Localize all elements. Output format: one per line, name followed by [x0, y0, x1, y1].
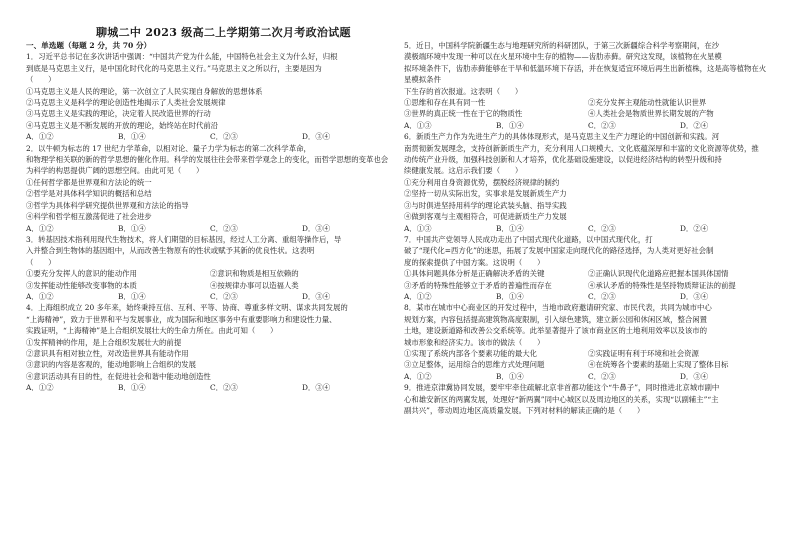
option-b: B．①④	[118, 132, 146, 142]
statement: ③与时俱进坚持用科学的理论武装头脑、指导实践	[404, 200, 567, 210]
question-line: 为科学的构思提供广阔的思想空间。由此可见（ ）	[26, 166, 204, 176]
question-line: 5．近日，中国科学院新疆生态与地理研究所的科研团队，于第三次新疆综合科学考察期间，在沙	[404, 41, 720, 50]
question-line: 规划方案，内容包括提高建筑物高度限制，引入绿色建筑，建立新公园和休闲区域，整合闲置	[404, 314, 708, 324]
question-line: “上海精神”，致力于世界和平与发展事业，成为国际和地区事务中有重要影响力和建设性力量、	[26, 314, 337, 324]
question-line: 动传统产业升级，加强科技创新和人才培养，优化基础设施建设，以促进经济结构的转型升级和持	[404, 155, 722, 165]
question-line: （ ）	[26, 75, 56, 85]
statement: ④承认矛盾的特殊性是坚持物质辩证法的前提	[588, 280, 736, 290]
option-a: A．①③	[404, 223, 432, 233]
question-line: （ ）	[26, 257, 56, 267]
question-line: 南贯彻新发展理念，支持创新新质生产力，充分利用人口规模大、文化底蕴深厚和丰富的文化资源等优势，推	[404, 143, 759, 153]
question-line: 1．习近平总书记在多次讲话中强调：“中国共产党为什么能，中国特色社会主义为什么好，归根	[26, 52, 338, 62]
option-c: C．②③	[210, 132, 238, 142]
answer-options	[26, 382, 394, 393]
statement: ④在统筹各个要素的基础上实现了整体目标	[588, 360, 729, 370]
answer-options	[404, 223, 772, 234]
option-c: C．②③	[588, 371, 616, 381]
statement: ②意识和物质是相互依赖的	[210, 269, 299, 279]
option-d: D．②④	[680, 120, 709, 130]
statement-row	[404, 108, 772, 119]
option-a: A．①②	[26, 223, 54, 233]
statement: ②充分发挥主观能动性就能认识世界	[588, 98, 707, 108]
question-line: 3．转基因技术指利用现代生物技术，将人们期望的目标基因，经过人工分离、重组等操作后，导	[26, 234, 342, 244]
statement-row	[404, 280, 772, 291]
statement: ①具体问题具体分析是正确解决矛盾的关键	[404, 269, 545, 279]
statement: ①充分利用自身资源优势，摆脱经济规律的制约	[404, 177, 560, 187]
answer-options	[26, 291, 394, 302]
left-column	[26, 40, 394, 394]
question-line: 4．上海组织成立 20 多年来，始终秉持互信、互利、平等、协商、尊重多样文明、谋求共同发展的	[26, 303, 348, 313]
statement: ④人类社会是物质世界长期发展的产物	[588, 109, 714, 119]
question-line: 副共兴”，带动周边地区高质量发展。下列对材料的解读正确的是（ ）	[404, 406, 645, 415]
question-line: 城市形象和经济实力。该市的做法（ ）	[404, 337, 545, 347]
statement: ①发挥精神的作用，是上合组织发展壮大的前提	[26, 337, 182, 347]
statement: ③矛盾的特殊性能够立于矛盾的普遍性而存在	[404, 280, 552, 290]
statement: ④意识活动具有目的性，在促进社会和谐中能动地创造性	[26, 371, 211, 381]
option-d: D．③④	[302, 223, 331, 233]
option-b: B．①④	[118, 223, 146, 233]
question-line: 实践证明，“上海精神”是上合组织发展壮大的生命力所在。由此可知（ ）	[26, 326, 278, 336]
question-line: 6．新质生产力作为先进生产力的具体体现形式，是马克思主义生产力理论的中国创新和实践。河	[404, 132, 720, 142]
statement-row	[26, 268, 394, 279]
question-line: 土地，建设新道路和改善公交系统等。此举显著提升了该市商业区的土地利用效率以及该市的	[404, 326, 708, 336]
question-9	[404, 382, 772, 416]
option-c: C．②③	[210, 223, 238, 233]
question-line: 拟环境条件下，齿肋赤藓能够在干旱和低温环境下存活，并在恢复适宜环境后再生出新植株，这是高等植物在火星模拟条件	[404, 63, 767, 85]
answer-options	[26, 131, 394, 142]
option-d: D．③④	[302, 291, 331, 301]
question-3	[26, 234, 394, 302]
statement: ③发挥能动性能够改变事物的本质	[26, 280, 137, 290]
statement: ④科学和哲学相互激荡促进了社会进步	[26, 212, 152, 222]
statement: ②马克思主义是科学的理论创造性地揭示了人类社会发展规律	[26, 98, 226, 108]
page-title: 聊城二中 2023 级高二上学期第二次月考政治试题	[96, 26, 351, 39]
statement: ①思维和存在具有同一性	[404, 98, 486, 108]
question-line: 下生存的首次报道。这表明（ ）	[404, 86, 523, 96]
statement: ①实现了系统内部各个要素功能的最大化	[404, 348, 538, 358]
statement: ②哲学是对具体科学知识的概括和总结	[26, 189, 152, 199]
option-d: D．③④	[680, 291, 709, 301]
question-line: 续健康发展。这启示我们要（ ）	[404, 166, 523, 176]
option-a: A．①②	[404, 291, 432, 301]
option-b: B．①④	[496, 120, 524, 130]
option-b: B．①④	[496, 223, 524, 233]
answer-options	[404, 371, 772, 382]
statement: ③哲学为具体科学研究提供世界观和方法论的指导	[26, 200, 189, 210]
statement: ③马克思主义是实践的理论，决定着人民改造世界的行动	[26, 109, 211, 119]
option-c: C．②③	[210, 291, 238, 301]
option-c: C．②③	[588, 223, 616, 233]
statement-row	[404, 359, 772, 370]
question-line: 漠极端环境中发现一种可以在火星环境中生存的植物——齿肋赤藓。研究这发现，该植物在火星模	[404, 52, 722, 62]
statement: ②意识具有相对独立性，对改造世界具有能动作用	[26, 348, 189, 358]
statement: ③立足整体，运用综合的思维方式处理问题	[404, 360, 545, 370]
question-8	[404, 302, 772, 382]
question-line: 度的探索提供了中国方案。这说明（ ）	[404, 257, 545, 267]
statement-row	[404, 97, 772, 108]
question-line: 破了“现代化=西方化”的迷思，拓展了发展中国家走向现代化的路径选择，为人类对更好社会制	[404, 246, 714, 256]
statement-row	[404, 268, 772, 279]
question-5	[404, 40, 772, 131]
option-a: A．①③	[404, 120, 432, 130]
question-line: 9．推进京津冀协同发展，要牢牢牵住疏解北京非首都功能这个“牛鼻子”，同时推进北京城市副中	[404, 383, 720, 393]
statement: ④按规律办事可以造福人类	[210, 280, 299, 290]
statement: ②正确认识现代化道路应把握本国具体国情	[588, 269, 729, 279]
answer-options	[26, 223, 394, 234]
question-1	[26, 51, 394, 142]
statement: ④马克思主义是不断发展的开放的理论，始终站在时代前沿	[26, 120, 219, 130]
statement: ②坚持一切从实际出发，实事求是发展新质生产力	[404, 189, 567, 199]
option-d: D．③④	[302, 383, 331, 393]
statement: ③意识的内容是客观的，能动地影响上合组织的发展	[26, 360, 196, 370]
option-b: B．①④	[118, 383, 146, 393]
statement: ④做到客观与主观相符合，可促进新质生产力发展	[404, 212, 567, 222]
question-line: 入并整合到生物体的基因组中，从而改善生物原有的性状或赋予其新的优良性状。这表明	[26, 246, 315, 256]
option-a: A．①②	[26, 383, 54, 393]
option-c: C．②③	[588, 120, 616, 130]
statement: ②实践证明有利于环境和社会资源	[588, 348, 699, 358]
statement: ①任何哲学都是世界观和方法论的统一	[26, 177, 152, 187]
option-c: C．②③	[588, 291, 616, 301]
option-d: D．③④	[302, 132, 331, 142]
option-c: C．②③	[210, 383, 238, 393]
section-heading: 一、单选题（每题 2 分，共 70 分）	[26, 41, 152, 50]
question-7	[404, 234, 772, 302]
question-line: 心和雄安新区的两翼发展，处理好“新两翼”同中心城区以及周边地区的关系，实现“以副辅主”“主	[404, 394, 719, 404]
option-d: D．②④	[680, 223, 709, 233]
statement: ①要充分发挥人的意识的能动作用	[26, 269, 137, 279]
option-b: B．①④	[496, 371, 524, 381]
statement-row	[404, 348, 772, 359]
question-line: 2．以牛顿为标志的 17 世纪力学革命，以相对论、量子力学为标志的第二次科学革命，	[26, 143, 311, 153]
question-line: 8．某市在城市中心商业区的开发过程中，当地市政府邀请研究家、市民代表，共同为城市中心	[404, 303, 712, 313]
answer-options	[404, 120, 772, 131]
option-a: A．①②	[26, 132, 54, 142]
statement: ③世界的真正统一性在于它的物质性	[404, 109, 523, 119]
question-4	[26, 302, 394, 393]
question-2	[26, 143, 394, 234]
option-a: A．①②	[26, 291, 54, 301]
option-d: D．③④	[680, 371, 709, 381]
question-line: 和物理学相关联的新的哲学思想的催化作用。科学的发展往往会带来哲学观念上的变化，而哲学思想的变革也会	[26, 155, 389, 165]
option-b: B．①④	[496, 291, 524, 301]
question-line: 7．中国共产党领导人民成功走出了中国式现代化道路，以中国式现代化，打	[404, 234, 653, 244]
right-column	[404, 40, 772, 416]
statement: ①马克思主义是人民的理论，第一次创立了人民实现自身解放的思想体系	[26, 86, 263, 96]
question-line: 到底是马克思主义行，是中国化时代化的马克思主义行。”马克思主义之所以行，主要是因为	[26, 63, 322, 73]
option-b: B．①④	[118, 291, 146, 301]
statement-row	[26, 280, 394, 291]
answer-options	[404, 291, 772, 302]
question-6	[404, 131, 772, 234]
option-a: A．①②	[404, 371, 432, 381]
